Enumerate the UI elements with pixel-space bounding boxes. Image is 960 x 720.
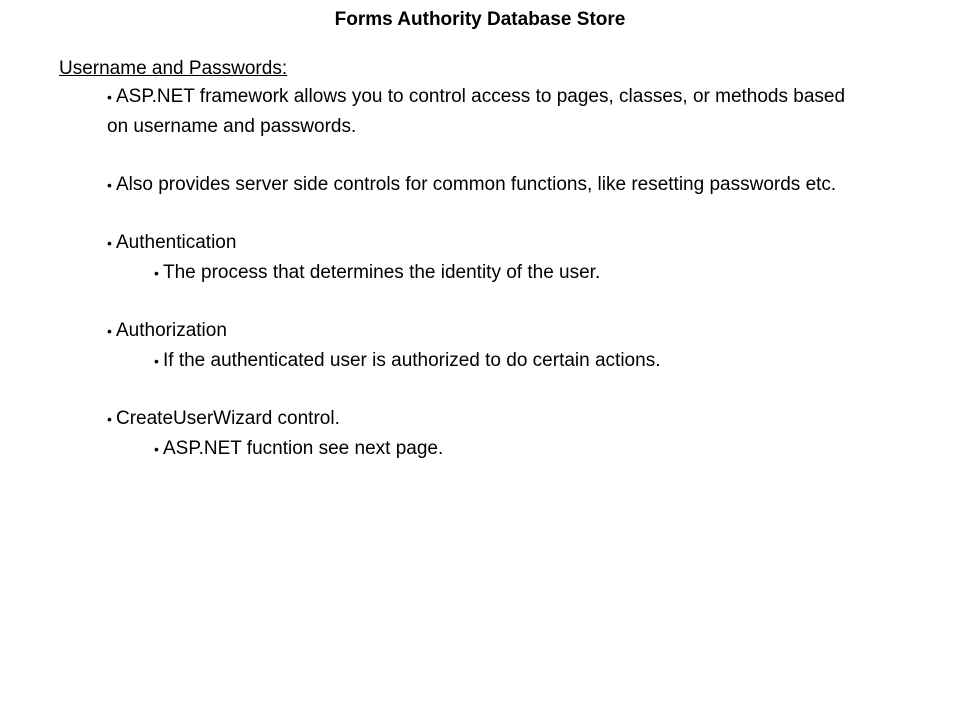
bullet-item bbox=[0, 404, 946, 434]
sub-bullet-item bbox=[0, 434, 960, 464]
bullet-dot: • bbox=[107, 177, 112, 193]
bullet-dot: • bbox=[154, 265, 159, 281]
bullet-dot: • bbox=[154, 353, 159, 369]
sub-bullet-text: The process that determines the identity of the user. bbox=[163, 262, 601, 283]
bullet-text: Authentication bbox=[116, 232, 237, 253]
bullet-dot: • bbox=[107, 89, 112, 105]
sub-bullet-text: If the authenticated user is authorized to do certain actions. bbox=[163, 350, 661, 371]
bullet-dot: • bbox=[107, 235, 112, 251]
bullet-item bbox=[0, 316, 946, 346]
bullet-text: CreateUserWizard control. bbox=[116, 408, 340, 429]
bullet-list bbox=[0, 82, 960, 464]
bullet-dot: • bbox=[107, 411, 112, 427]
sub-bullet-item bbox=[0, 258, 960, 288]
bullet-item bbox=[0, 228, 946, 258]
sub-bullet-item bbox=[0, 346, 960, 376]
bullet-text: ASP.NET framework allows you to control access to pages, classes, or methods based bbox=[116, 86, 846, 107]
sub-bullet-text: ASP.NET fucntion see next page. bbox=[163, 438, 444, 459]
bullet-text: Authorization bbox=[116, 320, 227, 341]
bullet-text: Also provides server side controls for common functions, like resetting passwords etc. bbox=[116, 174, 837, 195]
slide-title: Forms Authority Database Store bbox=[334, 9, 626, 30]
bullet-continuation: on username and passwords. bbox=[107, 116, 357, 137]
section-heading: Username and Passwords: bbox=[59, 58, 288, 79]
bullet-item bbox=[0, 82, 946, 142]
bullet-dot: • bbox=[107, 323, 112, 339]
bullet-dot: • bbox=[154, 441, 159, 457]
bullet-item bbox=[0, 170, 946, 200]
